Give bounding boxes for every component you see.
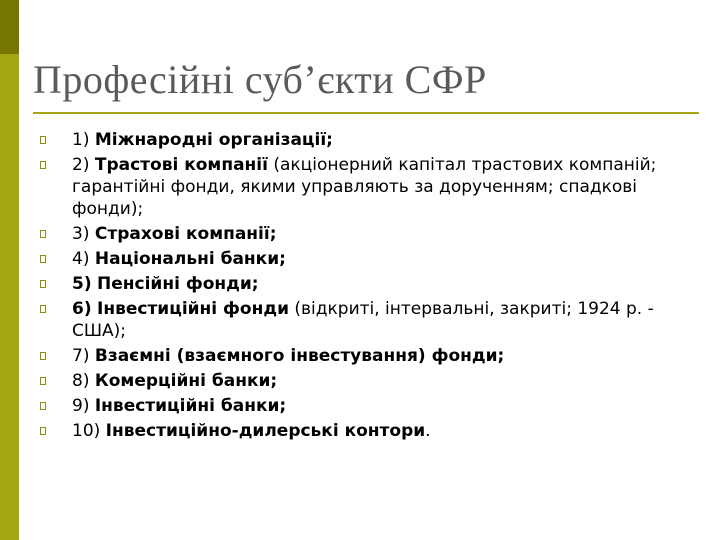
item-text: (акціонерний капітал трастових компаній; гарантійні фонди, якими управляють за дорученням; спадкові фонди);: [72, 155, 657, 219]
square-bullet-icon: [40, 136, 46, 144]
list-item: [40, 129, 710, 151]
item-bold-text: Міжнародні організації;: [94, 130, 333, 150]
square-bullet-icon: [40, 352, 46, 360]
item-bold-text: Інвестиційні фонди: [97, 299, 289, 319]
accent-bar-top: [0, 0, 19, 54]
list-item: [40, 273, 710, 295]
item-text: .: [425, 421, 431, 441]
item-text: (відкриті, інтервальні, закриті; 1924 р. - США);: [72, 299, 654, 341]
list-item: [40, 298, 710, 342]
square-bullet-icon: [40, 255, 46, 263]
item-number: 10): [72, 421, 101, 441]
title-rule: [33, 112, 699, 114]
list-item: [40, 154, 710, 220]
square-bullet-icon: [40, 280, 46, 288]
item-number: 3): [72, 224, 90, 244]
square-bullet-icon: [40, 230, 46, 238]
list-item: [40, 223, 710, 245]
item-number: 6): [72, 299, 92, 319]
square-bullet-icon: [40, 161, 46, 169]
item-number: 5): [72, 274, 92, 294]
item-number: 2): [72, 155, 90, 175]
square-bullet-icon: [40, 427, 46, 435]
accent-bar: [0, 0, 19, 540]
item-bold-text: Інвестиційні банки;: [94, 396, 287, 416]
list-item: [40, 370, 710, 392]
item-number: 4): [72, 249, 90, 269]
item-number: 7): [72, 346, 90, 366]
item-bold-text: Комерційні банки;: [94, 371, 278, 391]
item-bold-text: Національні банки;: [94, 249, 286, 269]
square-bullet-icon: [40, 305, 46, 313]
list-item: [40, 248, 710, 270]
item-number: 9): [72, 396, 90, 416]
list-item: [40, 420, 710, 442]
item-number: 1): [72, 130, 90, 150]
item-bold-text: Страхові компанії;: [94, 224, 277, 244]
item-bold-text: Взаємні (взаємного інвестування) фонди;: [94, 346, 505, 366]
item-bold-text: Інвестиційно-дилерські контори: [105, 421, 426, 441]
list-item: [40, 395, 710, 417]
square-bullet-icon: [40, 402, 46, 410]
item-number: 8): [72, 371, 90, 391]
bullet-list: [40, 129, 710, 445]
square-bullet-icon: [40, 377, 46, 385]
item-bold-text: Пенсійні фонди;: [97, 274, 259, 294]
list-item: [40, 345, 710, 367]
slide-title: Професійні суб’єкти СФР: [33, 57, 487, 102]
item-bold-text: Трастові компанії: [94, 155, 268, 175]
